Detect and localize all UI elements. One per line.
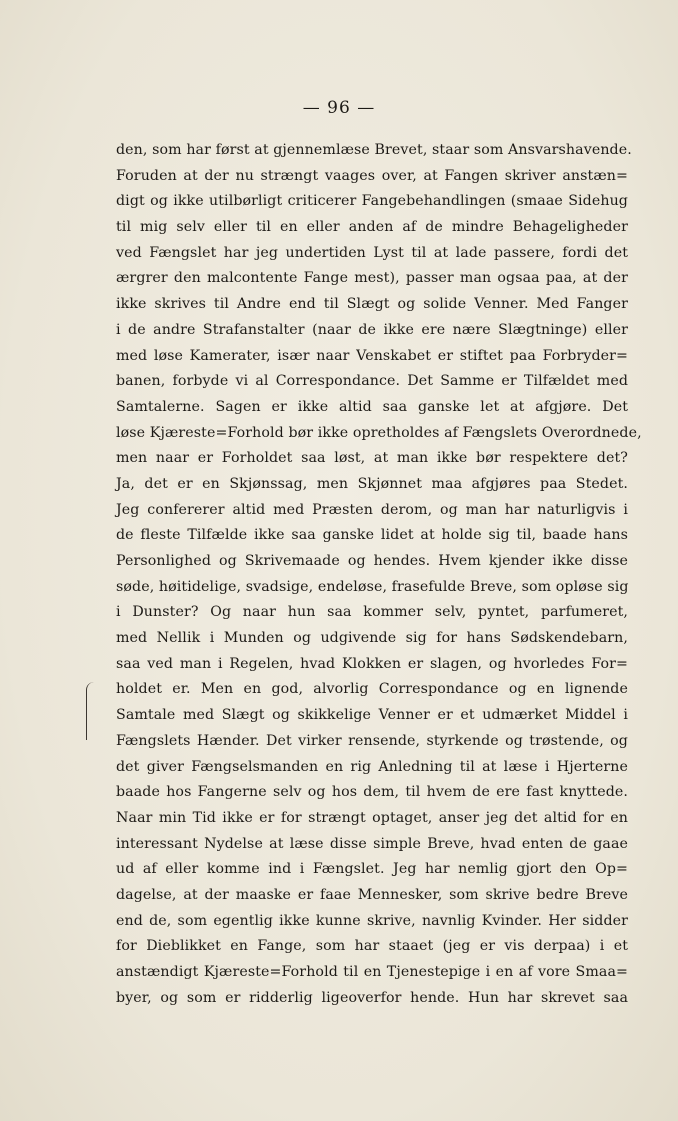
text-line-29: ud af eller komme ind i Fængslet. Jeg har nemlig gjort den Op=: [116, 861, 628, 878]
text-line-17: Personlighed og Skrivemaade og hendes. Hvem kjender ikke disse: [116, 553, 628, 569]
text-line-30: dagelse, at der maaske er faae Mennesker, som skrive bedre Breve: [116, 886, 628, 903]
text-line-16: de fleste Tilfælde ikke saa ganske lidet at holde sig til, baade hans: [116, 527, 628, 544]
page-number: — 96 —: [302, 98, 376, 118]
text-line-10: banen, forbyde vi al Correspondance. Det Samme er Tilfældet med: [116, 373, 628, 390]
text-line-33: anstændigt Kjæreste=Forhold til en Tjenestepige i en af vore Smaa=: [116, 964, 628, 980]
text-line-28: interessant Nydelse at læse disse simple Breve, hvad enten de gaae: [116, 835, 628, 852]
text-line-7: ikke skrives til Andre end til Slægt og solide Venner. Med Fanger: [116, 296, 628, 313]
text-line-11: Samtalerne. Sagen er ikke altid saa ganske let at afgjøre. Det: [116, 398, 628, 415]
text-line-24: Fængslets Hænder. Det virker rensende, styrkende og trøstende, og: [116, 732, 628, 749]
text-line-12: løse Kjæreste=Forhold bør ikke opretholdes af Fængslets Overordnede,: [116, 424, 642, 441]
text-line-34: byer, og som er ridderlig ligeoverfor hende. Hun har skrevet saa: [116, 989, 628, 1006]
text-line-1: den, som har først at gjennemlæse Brevet, staar som Ansvarshavende.: [116, 142, 632, 158]
text-line-19: i Dunster? Og naar hun saa kommer selv, pyntet, parfumeret,: [116, 604, 628, 621]
text-line-15: Jeg confererer altid med Præsten derom, og man har naturligvis i: [116, 501, 628, 518]
text-line-23: Samtale med Slægt og skikkelige Venner er et udmærket Middel i: [116, 707, 628, 724]
text-line-4: til mig selv eller til en eller anden af de mindre Behageligheder: [116, 219, 628, 236]
text-line-31: end de, som egentlig ikke kunne skrive, navnlig Kvinder. Her sidder: [116, 912, 628, 929]
text-line-8: i de andre Strafanstalter (naar de ikke ere nære Slægtninge) eller: [116, 321, 628, 338]
margin-pencil-mark: [86, 682, 97, 740]
text-line-20: med Nellik i Munden og udgivende sig for hans Sødskendebarn,: [116, 630, 628, 647]
text-line-32: for Dieblikket en Fange, som har staaet (jeg er vis derpaa) i et: [116, 938, 628, 955]
text-line-22: holdet er. Men en god, alvorlig Correspondance og en lignende: [116, 681, 628, 698]
text-line-3: digt og ikke utilbørligt criticerer Fangebehandlingen (smaae Sidehug: [116, 193, 628, 210]
text-line-18: søde, høitidelige, svadsige, endeløse, frasefulde Breve, som opløse sig: [116, 578, 629, 595]
text-line-2: Foruden at der nu strængt vaages over, at Fangen skriver anstæn=: [116, 167, 628, 184]
text-line-9: med løse Kamerater, især naar Venskabet er stiftet paa Forbryder=: [116, 347, 628, 364]
text-line-26: baade hos Fangerne selv og hos dem, til hvem de ere fast knyttede.: [116, 784, 628, 801]
text-line-21: saa ved man i Regelen, hvad Klokken er slagen, og hvorledes For=: [116, 655, 628, 672]
body-text: [116, 138, 642, 1011]
text-line-25: det giver Fængselsmanden en rig Anledning til at læse i Hjerterne: [116, 758, 628, 775]
text-line-13: men naar er Forholdet saa løst, at man ikke bør respektere det?: [116, 450, 628, 467]
text-line-5: ved Fængslet har jeg undertiden Lyst til at lade passere, fordi det: [116, 244, 628, 261]
text-line-6: ærgrer den malcontente Fange mest), passer man ogsaa paa, at der: [116, 270, 628, 287]
text-line-14: Ja, det er en Skjønssag, men Skjønnet maa afgjøres paa Stedet.: [116, 475, 628, 492]
text-line-27: Naar min Tid ikke er for strængt optaget, anser jeg det altid for en: [116, 809, 628, 826]
